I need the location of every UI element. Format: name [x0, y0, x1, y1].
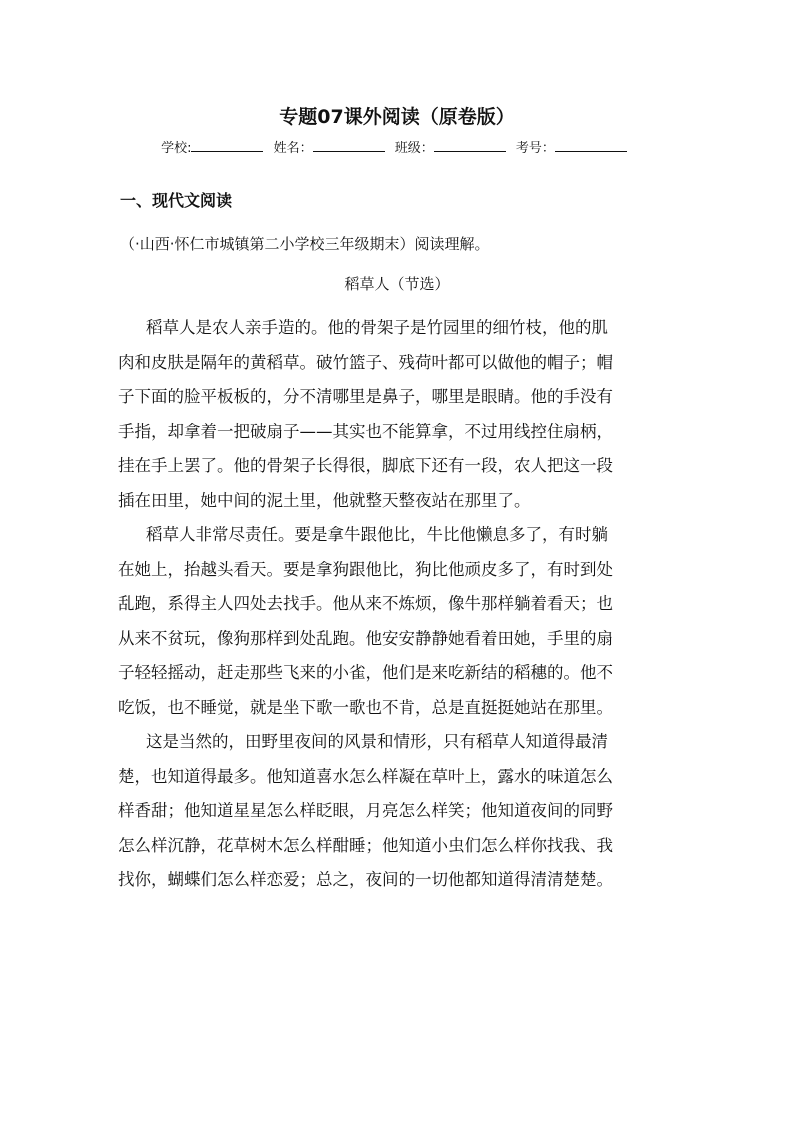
- class-blank: [434, 137, 506, 152]
- exam-number-blank: [555, 137, 627, 152]
- paragraph-3-line: 楚，也知道得最多。他知道喜水怎么样凝在草叶上，露水的味道怎么: [118, 766, 613, 786]
- school-label: 学校:: [161, 141, 192, 156]
- name-label: 姓名：: [273, 141, 313, 156]
- paragraph-1-line: 子下面的脸平板板的，分不清哪里是鼻子，哪里是眼睛。他的手没有: [118, 387, 613, 406]
- question-source: （·山西·怀仁市城镇第二小学校三年级期末）阅读理解。: [120, 235, 490, 253]
- paragraph-1-line: 肉和皮肤是隔年的黄稻草。破竹篮子、残荷叶都可以做他的帽子；帽: [118, 352, 613, 372]
- exam-number-label: 考号：: [515, 141, 555, 156]
- paragraph-2-line: 乱跑，系得主人四处去找手。他从来不炼烦，像牛那样躺着看天；也: [118, 594, 613, 613]
- paragraph-1-line: 稻草人是农人亲手造的。他的骨架子是竹园里的细竹枝，他的肌: [146, 318, 608, 337]
- paragraph-1-line: 挂在手上罢了。他的骨架子长得很，脚底下还有一段，农人把这一段: [118, 456, 613, 475]
- school-blank: [191, 137, 263, 152]
- article-title: 稻草人（节选）: [344, 275, 450, 293]
- paragraph-2-line: 从来不贫玩，像狗那样到处乱跑。他安安静静她看着田她，手里的扇: [118, 628, 613, 648]
- article-body: [118, 311, 680, 898]
- student-info-line: [0, 137, 794, 159]
- paragraph-3-line: 这是当然的，田野里夜间的风景和情形，只有稻草人知道得最清: [146, 732, 608, 751]
- paragraph-2-line: 吃饭，也不睡觉，就是坐下歌一歌也不肯，总是直挺挺她站在那里。: [118, 697, 613, 717]
- paragraph-3-line: 找你，蝴蝶们怎么样恋爱；总之，夜间的一切他都知道得清清楚楚。: [118, 870, 613, 889]
- paragraph-2-line: 子轻轻摇动，赶走那些飞来的小雀，他们是来吃新结的稻穗的。他不: [118, 663, 613, 682]
- paragraph-3-line: 样香甜；他知道星星怎么样眨眼，月亮怎么样笑；他知道夜间的同野: [118, 801, 613, 820]
- document-title: 专题07课外阅读（原卷版）: [279, 106, 515, 128]
- paragraph-1-line: 手指，却拿着一把破扇子——其实也不能算拿，不过用线控住扇柄，: [118, 421, 613, 441]
- name-blank: [313, 137, 385, 152]
- paragraph-2-line: 稻草人非常尽责任。要是拿牛跟他比，牛比他懒息多了，有时躺: [146, 525, 608, 544]
- section-heading: 一、现代文阅读: [120, 191, 233, 210]
- class-label: 班级：: [394, 141, 434, 156]
- paragraph-1-line: 插在田里，她中间的泥土里，他就整天整夜站在那里了。: [118, 490, 531, 510]
- paragraph-2-line: 在她上，抬越头看天。要是拿狗跟他比，狗比他顽皮多了，有时到处: [118, 559, 613, 579]
- paragraph-3-line: 怎么样沉静，花草树木怎么样酣睡；他知道小虫们怎么样你找我、我: [118, 835, 613, 855]
